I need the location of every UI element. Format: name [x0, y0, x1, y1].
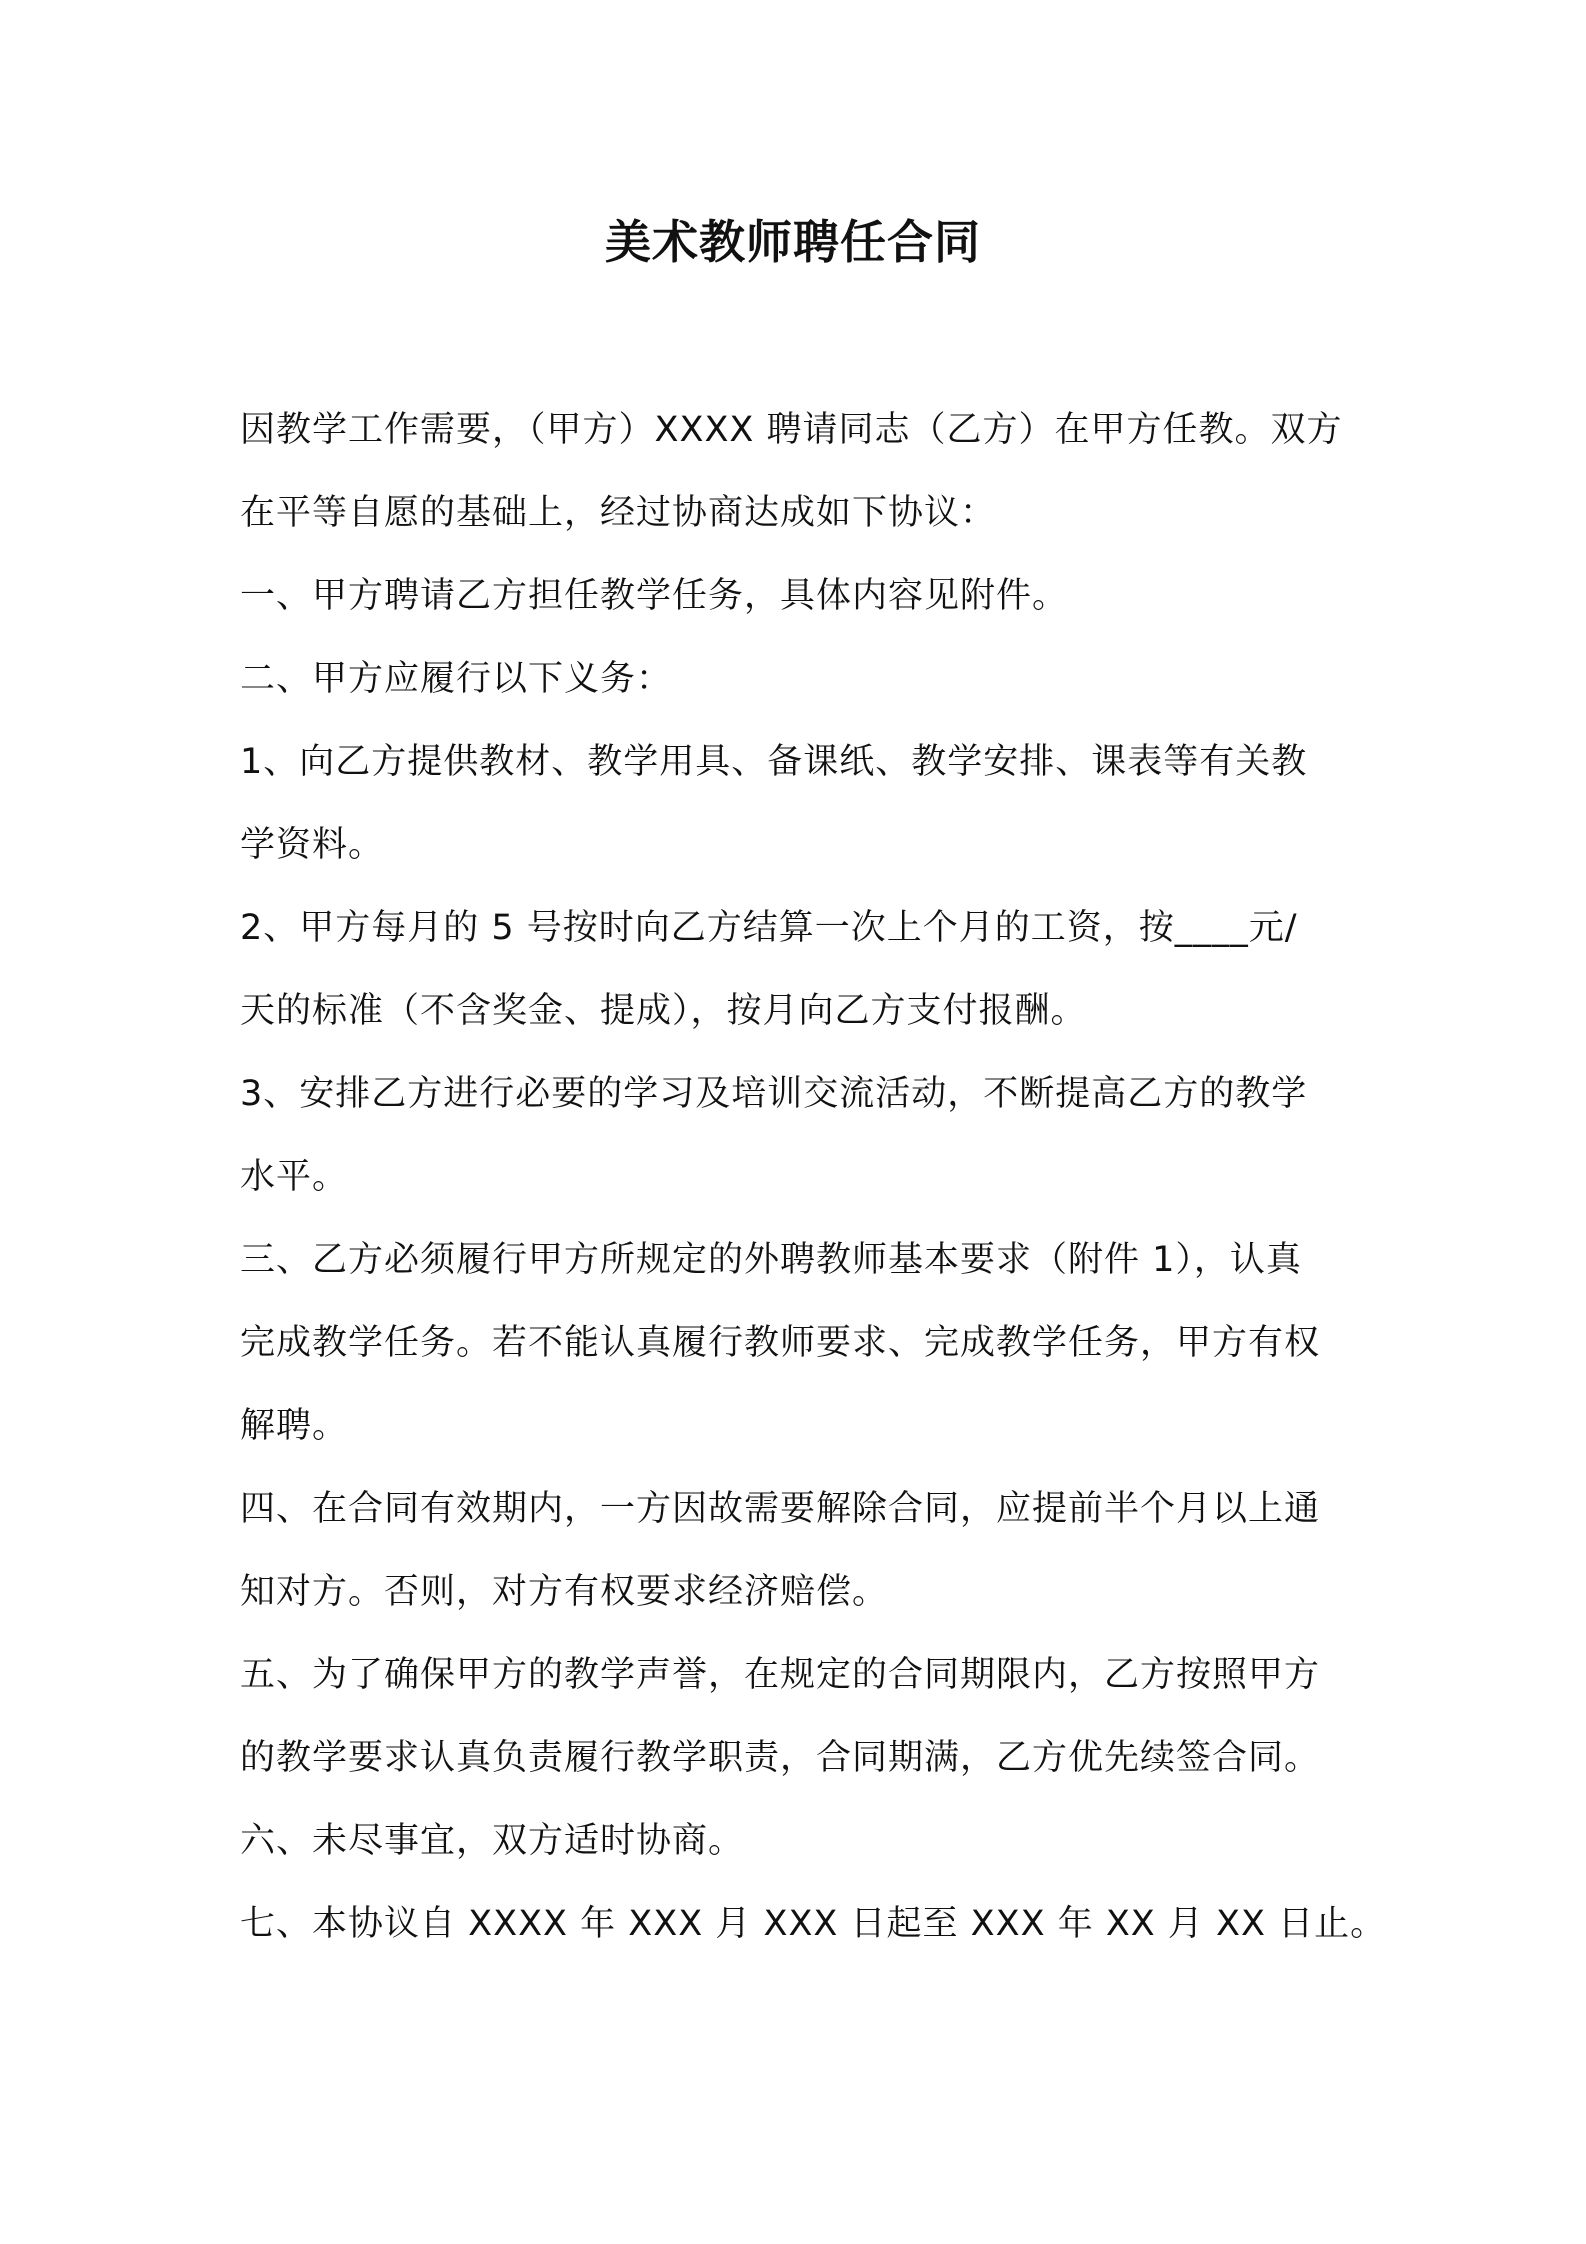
clause-4-line-1: 四、在合同有效期内，一方因故需要解除合同，应提前半个月以上通: [240, 1489, 1321, 1529]
duty-3-line-1: 3、安排乙方进行必要的学习及培训交流活动，不断提高乙方的教学: [240, 1074, 1308, 1114]
clause-3-line-1: 三、乙方必须履行甲方所规定的外聘教师基本要求（附件 1），认真: [240, 1240, 1302, 1280]
clause-5-line-2: 的教学要求认真负责履行教学职责，合同期满，乙方优先续签合同。: [240, 1738, 1321, 1778]
clause-6-line: 六、未尽事宜，双方适时协商。: [240, 1821, 745, 1861]
duty-2-line-1: 2、甲方每月的 5 号按时向乙方结算一次上个月的工资，按____元/: [240, 908, 1298, 948]
duty-1-line-2: 学资料。: [240, 825, 385, 865]
duty-1-line-1: 1、向乙方提供教材、教学用具、备课纸、教学安排、课表等有关教: [240, 742, 1308, 782]
duty-2-line-2: 天的标准（不含奖金、提成），按月向乙方支付报酬。: [240, 991, 1087, 1031]
document-title: 美术教师聘任合同: [605, 215, 981, 269]
clause-3-line-3: 解聘。: [240, 1406, 349, 1446]
paragraph-line-2: 在平等自愿的基础上，经过协商达成如下协议：: [240, 493, 997, 533]
duty-3-line-2: 水平。: [240, 1157, 349, 1197]
clause-1-line: 一、甲方聘请乙方担任教学任务，具体内容见附件。: [240, 576, 1069, 616]
clause-7-line: 七、本协议自 XXXX 年 XXX 月 XXX 日起至 XXX 年 XX 月 XX 日止。: [240, 1904, 1387, 1944]
clause-2-heading: 二、甲方应履行以下义务：: [240, 659, 673, 699]
clause-3-line-2: 完成教学任务。若不能认真履行教师要求、完成教学任务，甲方有权: [240, 1323, 1321, 1363]
paragraph-line-1: 因教学工作需要，（甲方）XXXX 聘请同志（乙方）在甲方任教。双方: [240, 410, 1343, 450]
clause-5-line-1: 五、为了确保甲方的教学声誉，在规定的合同期限内，乙方按照甲方: [240, 1655, 1321, 1695]
clause-4-line-2: 知对方。否则，对方有权要求经济赔偿。: [240, 1572, 889, 1612]
